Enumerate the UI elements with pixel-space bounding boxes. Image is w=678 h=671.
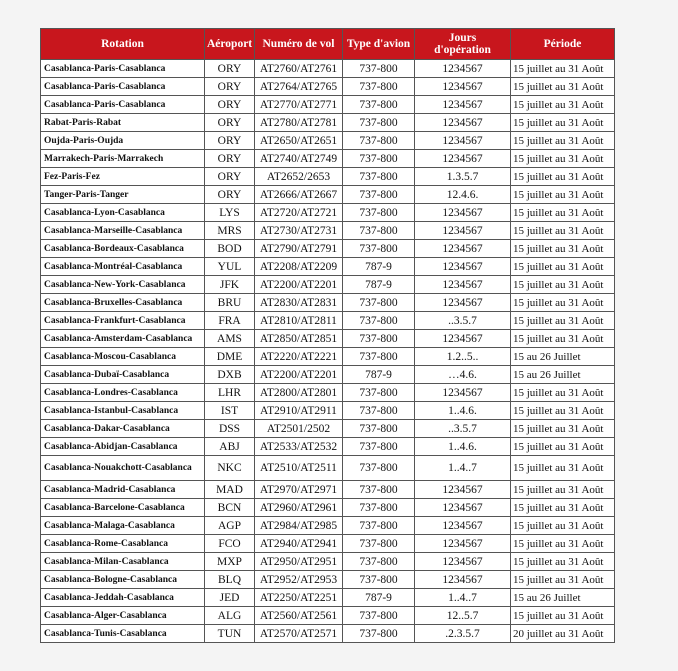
aircraft-type-cell: 737-800: [343, 204, 415, 222]
operating-days-cell: 1234567: [415, 132, 511, 150]
operating-days-cell: 1..4.6.: [415, 402, 511, 420]
period-cell: 15 au 26 Juillet: [511, 348, 615, 366]
aircraft-type-cell: 787-9: [343, 366, 415, 384]
header-aircraft-type: Type d'avion: [343, 29, 415, 60]
operating-days-cell: 1.2..5..: [415, 348, 511, 366]
operating-days-cell: 1234567: [415, 96, 511, 114]
operating-days-cell: 1234567: [415, 240, 511, 258]
aircraft-type-cell: 787-9: [343, 589, 415, 607]
rotation-cell: Rabat-Paris-Rabat: [41, 114, 205, 132]
operating-days-cell: 1234567: [415, 258, 511, 276]
period-cell: 15 juillet au 31 Août: [511, 402, 615, 420]
flight-number-cell: AT2650/AT2651: [255, 132, 343, 150]
airport-cell: ABJ: [205, 438, 255, 456]
period-cell: 15 juillet au 31 Août: [511, 312, 615, 330]
aircraft-type-cell: 737-800: [343, 553, 415, 571]
aircraft-type-cell: 737-800: [343, 481, 415, 499]
flight-number-cell: AT2560/AT2561: [255, 607, 343, 625]
rotation-cell: Casablanca-New-York-Casablanca: [41, 276, 205, 294]
table-body: [41, 60, 615, 643]
operating-days-cell: 1234567: [415, 535, 511, 553]
table-row: [41, 499, 615, 517]
operating-days-cell: ..3.5.7: [415, 312, 511, 330]
table-row: [41, 132, 615, 150]
rotation-cell: Casablanca-Bologne-Casablanca: [41, 571, 205, 589]
operating-days-cell: 1234567: [415, 222, 511, 240]
period-cell: 15 juillet au 31 Août: [511, 294, 615, 312]
rotation-cell: Casablanca-Paris-Casablanca: [41, 60, 205, 78]
period-cell: 15 juillet au 31 Août: [511, 114, 615, 132]
table-row: [41, 438, 615, 456]
flight-number-cell: AT2850/AT2851: [255, 330, 343, 348]
table-row: [41, 402, 615, 420]
rotation-cell: Casablanca-Dakar-Casablanca: [41, 420, 205, 438]
airport-cell: ORY: [205, 186, 255, 204]
rotation-cell: Casablanca-Alger-Casablanca: [41, 607, 205, 625]
airport-cell: DSS: [205, 420, 255, 438]
flight-number-cell: AT2200/AT2201: [255, 276, 343, 294]
operating-days-cell: 1234567: [415, 204, 511, 222]
operating-days-cell: .2.3.5.7: [415, 625, 511, 643]
header-airport: Aéroport: [205, 29, 255, 60]
flight-number-cell: AT2810/AT2811: [255, 312, 343, 330]
airport-cell: ORY: [205, 60, 255, 78]
table-row: [41, 204, 615, 222]
table-row: [41, 186, 615, 204]
operating-days-cell: 1234567: [415, 384, 511, 402]
flight-number-cell: AT2220/AT2221: [255, 348, 343, 366]
period-cell: 15 juillet au 31 Août: [511, 78, 615, 96]
rotation-cell: Casablanca-Londres-Casablanca: [41, 384, 205, 402]
airport-cell: ALG: [205, 607, 255, 625]
rotation-cell: Casablanca-Lyon-Casablanca: [41, 204, 205, 222]
rotation-cell: Casablanca-Paris-Casablanca: [41, 78, 205, 96]
rotation-cell: Casablanca-Paris-Casablanca: [41, 96, 205, 114]
period-cell: 15 juillet au 31 Août: [511, 204, 615, 222]
aircraft-type-cell: 737-800: [343, 312, 415, 330]
operating-days-cell: 1..4..7: [415, 589, 511, 607]
rotation-cell: Casablanca-Moscou-Casablanca: [41, 348, 205, 366]
period-cell: 15 juillet au 31 Août: [511, 276, 615, 294]
airport-cell: MAD: [205, 481, 255, 499]
period-cell: 15 juillet au 31 Août: [511, 330, 615, 348]
flight-number-cell: AT2950/AT2951: [255, 553, 343, 571]
table-row: [41, 553, 615, 571]
flight-number-cell: AT2200/AT2201: [255, 366, 343, 384]
aircraft-type-cell: 737-800: [343, 132, 415, 150]
period-cell: 15 juillet au 31 Août: [511, 132, 615, 150]
table-row: [41, 330, 615, 348]
flight-number-cell: AT2770/AT2771: [255, 96, 343, 114]
aircraft-type-cell: 737-800: [343, 348, 415, 366]
table-row: [41, 571, 615, 589]
table-row: [41, 294, 615, 312]
flight-number-cell: AT2666/AT2667: [255, 186, 343, 204]
flight-number-cell: AT2780/AT2781: [255, 114, 343, 132]
period-cell: 15 juillet au 31 Août: [511, 607, 615, 625]
rotation-cell: Casablanca-Madrid-Casablanca: [41, 481, 205, 499]
table-row: [41, 96, 615, 114]
table-row: [41, 625, 615, 643]
rotation-cell: Tanger-Paris-Tanger: [41, 186, 205, 204]
rotation-cell: Casablanca-Milan-Casablanca: [41, 553, 205, 571]
aircraft-type-cell: 787-9: [343, 258, 415, 276]
rotation-cell: Oujda-Paris-Oujda: [41, 132, 205, 150]
aircraft-type-cell: 737-800: [343, 607, 415, 625]
period-cell: 15 juillet au 31 Août: [511, 168, 615, 186]
airport-cell: TUN: [205, 625, 255, 643]
aircraft-type-cell: 787-9: [343, 276, 415, 294]
rotation-cell: Casablanca-Bordeaux-Casablanca: [41, 240, 205, 258]
flight-number-cell: AT2533/AT2532: [255, 438, 343, 456]
operating-days-cell: 1234567: [415, 60, 511, 78]
rotation-cell: Casablanca-Abidjan-Casablanca: [41, 438, 205, 456]
table-row: [41, 222, 615, 240]
table-row: [41, 60, 615, 78]
flight-schedule-table-container: [40, 28, 614, 643]
operating-days-cell: 1234567: [415, 553, 511, 571]
flight-number-cell: AT2984/AT2985: [255, 517, 343, 535]
flight-number-cell: AT2800/AT2801: [255, 384, 343, 402]
aircraft-type-cell: 737-800: [343, 60, 415, 78]
table-row: [41, 535, 615, 553]
cropped-heading-text: [38, 0, 398, 4]
rotation-cell: Casablanca-Malaga-Casablanca: [41, 517, 205, 535]
rotation-cell: Casablanca-Jeddah-Casablanca: [41, 589, 205, 607]
table-header: [41, 29, 615, 60]
table-row: [41, 348, 615, 366]
period-cell: 15 juillet au 31 Août: [511, 456, 615, 481]
period-cell: 15 juillet au 31 Août: [511, 186, 615, 204]
period-cell: 15 juillet au 31 Août: [511, 535, 615, 553]
airport-cell: ORY: [205, 96, 255, 114]
table-row: [41, 456, 615, 481]
header-operating-days-line1: Jours: [448, 32, 477, 44]
airport-cell: ORY: [205, 150, 255, 168]
operating-days-cell: 1234567: [415, 276, 511, 294]
aircraft-type-cell: 737-800: [343, 150, 415, 168]
operating-days-cell: 1234567: [415, 517, 511, 535]
table-row: [41, 481, 615, 499]
flight-number-cell: AT2740/AT2749: [255, 150, 343, 168]
table-row: [41, 168, 615, 186]
table-row: [41, 607, 615, 625]
flight-number-cell: AT2570/AT2571: [255, 625, 343, 643]
header-flight-number: Numéro de vol: [255, 29, 343, 60]
airport-cell: BRU: [205, 294, 255, 312]
flight-number-cell: AT2764/AT2765: [255, 78, 343, 96]
table-row: [41, 517, 615, 535]
rotation-cell: Marrakech-Paris-Marrakech: [41, 150, 205, 168]
airport-cell: JFK: [205, 276, 255, 294]
airport-cell: LYS: [205, 204, 255, 222]
period-cell: 20 juillet au 31 Août: [511, 625, 615, 643]
flight-number-cell: AT2250/AT2251: [255, 589, 343, 607]
airport-cell: MRS: [205, 222, 255, 240]
operating-days-cell: 1234567: [415, 150, 511, 168]
period-cell: 15 juillet au 31 Août: [511, 150, 615, 168]
period-cell: 15 juillet au 31 Août: [511, 258, 615, 276]
rotation-cell: Casablanca-Rome-Casablanca: [41, 535, 205, 553]
table-row: [41, 150, 615, 168]
aircraft-type-cell: 737-800: [343, 240, 415, 258]
flight-number-cell: AT2652/2653: [255, 168, 343, 186]
rotation-cell: Casablanca-Marseille-Casablanca: [41, 222, 205, 240]
airport-cell: ORY: [205, 168, 255, 186]
flight-number-cell: AT2830/AT2831: [255, 294, 343, 312]
aircraft-type-cell: 737-800: [343, 168, 415, 186]
period-cell: 15 juillet au 31 Août: [511, 384, 615, 402]
table-row: [41, 258, 615, 276]
rotation-cell: Casablanca-Frankfurt-Casablanca: [41, 312, 205, 330]
header-operating-days-line2: d'opération: [434, 44, 491, 56]
operating-days-cell: …4.6.: [415, 366, 511, 384]
airport-cell: FRA: [205, 312, 255, 330]
flight-number-cell: AT2940/AT2941: [255, 535, 343, 553]
operating-days-cell: 1234567: [415, 78, 511, 96]
table-row: [41, 276, 615, 294]
header-row: [41, 29, 615, 60]
airport-cell: IST: [205, 402, 255, 420]
flight-number-cell: AT2910/AT2911: [255, 402, 343, 420]
operating-days-cell: 1..4..7: [415, 456, 511, 481]
header-rotation: Rotation: [41, 29, 205, 60]
airport-cell: JED: [205, 589, 255, 607]
period-cell: 15 juillet au 31 Août: [511, 481, 615, 499]
period-cell: 15 juillet au 31 Août: [511, 420, 615, 438]
airport-cell: BCN: [205, 499, 255, 517]
aircraft-type-cell: 737-800: [343, 222, 415, 240]
table-row: [41, 420, 615, 438]
table-row: [41, 240, 615, 258]
period-cell: 15 au 26 Juillet: [511, 366, 615, 384]
aircraft-type-cell: 737-800: [343, 499, 415, 517]
header-period: Période: [511, 29, 615, 60]
airport-cell: ORY: [205, 114, 255, 132]
rotation-cell: Casablanca-Barcelone-Casablanca: [41, 499, 205, 517]
airport-cell: DXB: [205, 366, 255, 384]
table-row: [41, 384, 615, 402]
flight-schedule-table: [40, 28, 615, 643]
flight-number-cell: AT2501/2502: [255, 420, 343, 438]
operating-days-cell: 1234567: [415, 114, 511, 132]
rotation-cell: Casablanca-Amsterdam-Casablanca: [41, 330, 205, 348]
aircraft-type-cell: 737-800: [343, 517, 415, 535]
airport-cell: AGP: [205, 517, 255, 535]
rotation-cell: Casablanca-Nouakchott-Casablanca: [41, 456, 205, 481]
header-operating-days: [415, 29, 511, 60]
rotation-cell: Casablanca-Tunis-Casablanca: [41, 625, 205, 643]
rotation-cell: Fez-Paris-Fez: [41, 168, 205, 186]
aircraft-type-cell: 737-800: [343, 402, 415, 420]
airport-cell: ORY: [205, 78, 255, 96]
operating-days-cell: 1234567: [415, 294, 511, 312]
period-cell: 15 juillet au 31 Août: [511, 571, 615, 589]
flight-number-cell: AT2730/AT2731: [255, 222, 343, 240]
airport-cell: BLQ: [205, 571, 255, 589]
aircraft-type-cell: 737-800: [343, 78, 415, 96]
table-row: [41, 589, 615, 607]
aircraft-type-cell: 737-800: [343, 96, 415, 114]
flight-number-cell: AT2952/AT2953: [255, 571, 343, 589]
operating-days-cell: ..3.5.7: [415, 420, 511, 438]
airport-cell: AMS: [205, 330, 255, 348]
period-cell: 15 au 26 Juillet: [511, 589, 615, 607]
aircraft-type-cell: 737-800: [343, 420, 415, 438]
table-row: [41, 366, 615, 384]
table-row: [41, 114, 615, 132]
aircraft-type-cell: 737-800: [343, 571, 415, 589]
flight-number-cell: AT2960/AT2961: [255, 499, 343, 517]
flight-number-cell: AT2760/AT2761: [255, 60, 343, 78]
aircraft-type-cell: 737-800: [343, 456, 415, 481]
airport-cell: NKC: [205, 456, 255, 481]
flight-number-cell: AT2208/AT2209: [255, 258, 343, 276]
operating-days-cell: 12..5.7: [415, 607, 511, 625]
table-row: [41, 312, 615, 330]
aircraft-type-cell: 737-800: [343, 438, 415, 456]
rotation-cell: Casablanca-Montréal-Casablanca: [41, 258, 205, 276]
flight-number-cell: AT2720/AT2721: [255, 204, 343, 222]
rotation-cell: Casablanca-Dubaï-Casablanca: [41, 366, 205, 384]
operating-days-cell: 1..4.6.: [415, 438, 511, 456]
airport-cell: LHR: [205, 384, 255, 402]
aircraft-type-cell: 737-800: [343, 114, 415, 132]
operating-days-cell: 1234567: [415, 330, 511, 348]
period-cell: 15 juillet au 31 Août: [511, 240, 615, 258]
flight-number-cell: AT2970/AT2971: [255, 481, 343, 499]
airport-cell: DME: [205, 348, 255, 366]
airport-cell: YUL: [205, 258, 255, 276]
airport-cell: FCO: [205, 535, 255, 553]
operating-days-cell: 1.3.5.7: [415, 168, 511, 186]
flight-number-cell: AT2790/AT2791: [255, 240, 343, 258]
airport-cell: MXP: [205, 553, 255, 571]
operating-days-cell: 1234567: [415, 571, 511, 589]
operating-days-cell: 1234567: [415, 481, 511, 499]
aircraft-type-cell: 737-800: [343, 330, 415, 348]
operating-days-cell: 1234567: [415, 499, 511, 517]
period-cell: 15 juillet au 31 Août: [511, 60, 615, 78]
period-cell: 15 juillet au 31 Août: [511, 499, 615, 517]
period-cell: 15 juillet au 31 Août: [511, 96, 615, 114]
period-cell: 15 juillet au 31 Août: [511, 553, 615, 571]
rotation-cell: Casablanca-Istanbul-Casablanca: [41, 402, 205, 420]
aircraft-type-cell: 737-800: [343, 294, 415, 312]
table-row: [41, 78, 615, 96]
airport-cell: ORY: [205, 132, 255, 150]
period-cell: 15 juillet au 31 Août: [511, 517, 615, 535]
flight-number-cell: AT2510/AT2511: [255, 456, 343, 481]
rotation-cell: Casablanca-Bruxelles-Casablanca: [41, 294, 205, 312]
operating-days-cell: 12.4.6.: [415, 186, 511, 204]
aircraft-type-cell: 737-800: [343, 186, 415, 204]
aircraft-type-cell: 737-800: [343, 384, 415, 402]
aircraft-type-cell: 737-800: [343, 625, 415, 643]
period-cell: 15 juillet au 31 Août: [511, 438, 615, 456]
aircraft-type-cell: 737-800: [343, 535, 415, 553]
period-cell: 15 juillet au 31 Août: [511, 222, 615, 240]
airport-cell: BOD: [205, 240, 255, 258]
